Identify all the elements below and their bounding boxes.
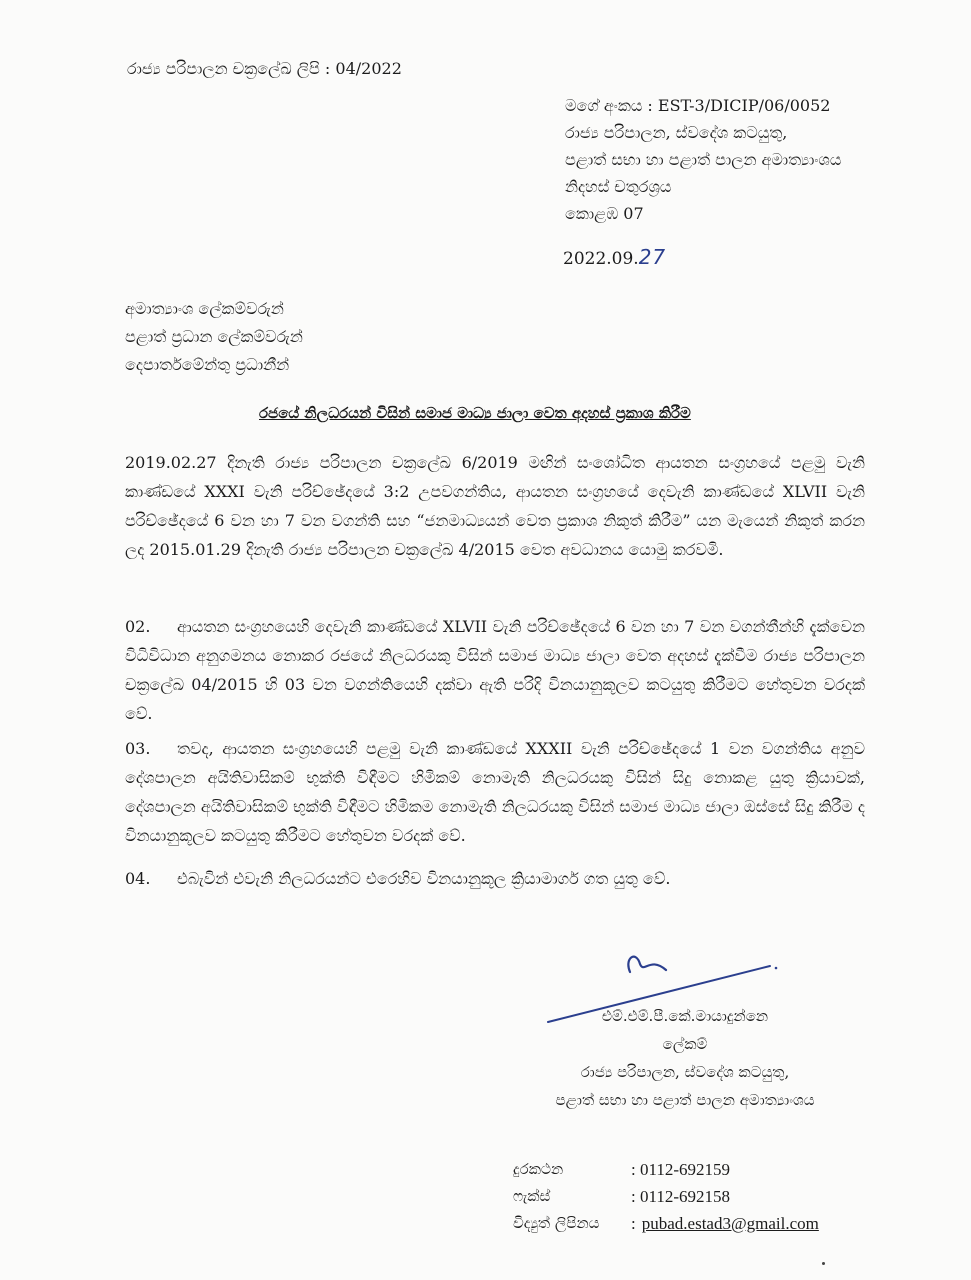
date-printed: 2022.09. — [563, 249, 639, 269]
date-handwritten-day: 27 — [638, 245, 667, 269]
sender-address-block — [565, 92, 841, 227]
paragraph-text: එබැවින් එවැනි නිලධරයන්ට එරෙහිව විනයානුකූල ක්‍රියාමාර්ග ගත යුතු වේ. — [177, 869, 671, 888]
paragraph-2 — [125, 612, 865, 728]
email-separator: : — [631, 1214, 636, 1233]
letter-subject: රජයේ නිලධරයන් විසින් සමාජ මාධ්‍ය ජාලා වෙත අදහස් ප්‍රකාශ කිරීම — [259, 404, 691, 422]
contact-fax-row — [513, 1183, 819, 1210]
sender-reference-number: මගේ අංකය : EST-3/DICIP/06/0052 — [565, 96, 831, 115]
paragraph-number: 04. — [125, 869, 151, 888]
addressee-line: දෙපාර්තමේන්තු ප්‍රධානීන් — [125, 355, 290, 374]
email-label: විද්‍යුත් ලිපිනය — [513, 1214, 600, 1232]
paragraph-4 — [125, 864, 865, 893]
contact-phone-row — [513, 1156, 819, 1183]
signatory-name: එම්.එම්.පී.කේ.මායාදුන්නෙ — [601, 1007, 769, 1025]
paragraph-1: 2019.02.27 දිනැති රාජ්‍ය පරිපාලන චක්‍රලේඛ 6/2019 මඟින් සංශෝධිත ආයතන සංග්‍රහයේ පළමු වැනි කාණ්ඩයේ XXXI වැනි පරිච්ඡේදයේ 3:2 උපවගන්තිය, ආයතන සංග්‍රහයේ දෙවැනි කාණ්ඩයේ XLVII වැනි පරිච්ඡේදයේ 6 වන හා 7 වන වගන්ති සහ “ජනමාධ්‍යයන් වෙත ප්‍රකාශ නිකුත් කිරීම” යන මැයෙන් නිකුත් කරන ලද 2015.01.29 දිනැති රාජ්‍ය පරිපාලන චක්‍රලේඛ 4/2015 වෙත අවධානය යොමු කරවමි. — [125, 453, 865, 559]
scan-speck — [822, 1262, 825, 1265]
addressee-line: අමාත්‍යාංශ ලේකම්වරුන් — [125, 299, 284, 318]
sender-ministry-line-2: පළාත් සභා හා පළාත් පාලන අමාත්‍යාංශය — [565, 150, 842, 169]
signatory-title: ලේකම් — [662, 1035, 708, 1053]
sender-ministry-line-1: රාජ්‍ය පරිපාලන, ස්වදේශ කටයුතු, — [565, 123, 788, 142]
circular-reference: රාජ්‍ය පරිපාලන චක්‍රලේඛ ලිපි : 04/2022 — [127, 59, 402, 78]
sender-address-line: නිදහස් චතුරශ්‍රය — [565, 177, 672, 196]
addressee-block — [125, 295, 303, 379]
fax-label: ෆැක්ස් — [513, 1187, 551, 1205]
contact-email-row — [513, 1210, 819, 1237]
paragraph-number: 03. — [125, 739, 151, 758]
paragraph-text: ආයතන සංග්‍රහයෙහි දෙවැනි කාණ්ඩයේ XLVII වැනි පරිච්ඡේදයේ 6 වන හා 7 වන වගන්තීන්හි දැක්වෙන විධිවිධාන අනුගමනය නොකර රජයේ නිලධරයකු විසින් සමාජ මාධ්‍ය ජාලා වෙත අදහස් දැක්වීම රාජ්‍ය පරිපාලන චක්‍රලේඛ 04/2015 හි 03 වන වගන්තියෙහි දක්වා ඇති පරිදි විනයානුකූලව කටයුතු කිරීමට හේතුවන වරදක් වේ. — [125, 617, 865, 723]
signatory-block — [520, 1002, 850, 1114]
contact-details — [513, 1156, 819, 1237]
sender-city-line: කොළඹ 07 — [565, 204, 644, 223]
phone-number: : 0112-692159 — [631, 1160, 731, 1179]
email-link[interactable]: pubad.estad3@gmail.com — [641, 1214, 819, 1233]
addressee-line: පළාත් ප්‍රධාන ලේකම්වරුන් — [125, 327, 303, 346]
paragraph-3 — [125, 734, 865, 850]
fax-number: : 0112-692158 — [631, 1187, 731, 1206]
letter-date — [563, 245, 666, 269]
signatory-ministry-line-2: පළාත් සභා හා පළාත් පාලන අමාත්‍යාංශය — [555, 1091, 815, 1109]
signatory-ministry-line-1: රාජ්‍ය පරිපාලන, ස්වදේශ කටයුතු, — [580, 1063, 790, 1081]
paragraph-text: තවද, ආයතන සංග්‍රහයෙහි පළමු වැනි කාණ්ඩයේ XXXII වැනි පරිච්ඡේදයේ 1 වන වගන්තිය අනුව දේශපාලන අයිතිවාසිකම් භුක්ති විඳීමට හිමිකම් නොමැති නිලධරයකු විසින් සිදු නොකළ යුතු ක්‍රියාවක්, දේශපාලන අයිතිවාසිකම් භුක්ති විඳීමට හිමිකම නොමැති නිලධරයකු විසින් සමාජ මාධ්‍ය ජාලා ඔස්සේ සිදු කිරීම ද විනයානුකූලව කටයුතු කිරීමට හේතුවන වරදක් වේ. — [125, 739, 865, 845]
paragraph-number: 02. — [125, 617, 151, 636]
phone-label: දුරකථන — [513, 1160, 564, 1178]
